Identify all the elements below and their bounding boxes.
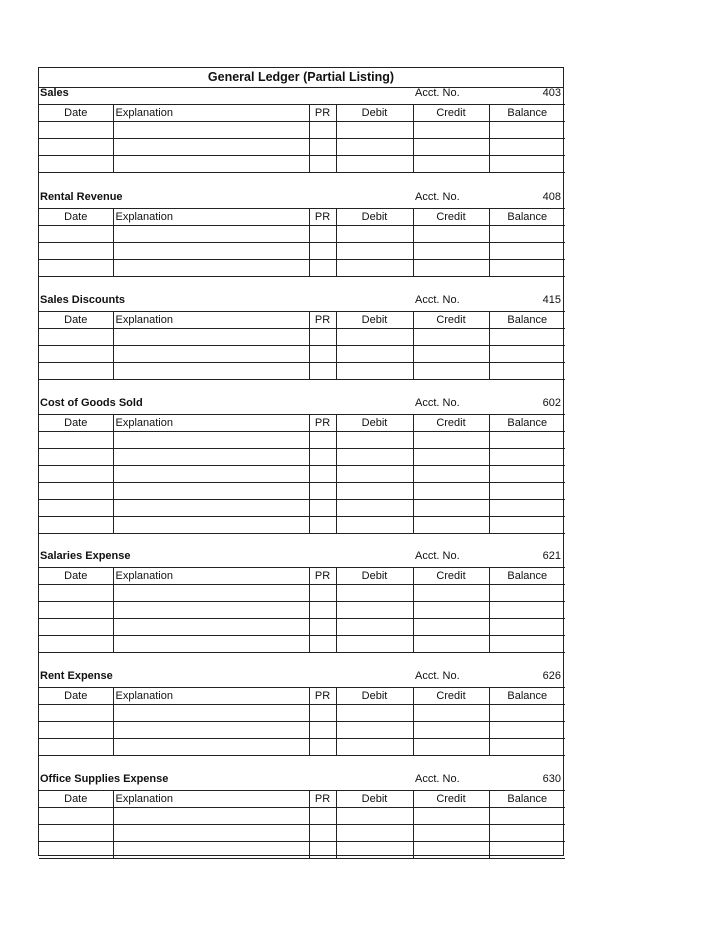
ledger-cell[interactable] bbox=[413, 739, 489, 756]
column-header: Date bbox=[39, 688, 113, 705]
ledger-cell[interactable] bbox=[309, 449, 336, 466]
ledger-cell[interactable] bbox=[413, 842, 489, 859]
ledger-cell[interactable] bbox=[113, 585, 309, 602]
column-header: PR bbox=[309, 568, 336, 585]
ledger-cell[interactable] bbox=[113, 636, 309, 653]
ledger-cell[interactable] bbox=[489, 156, 565, 173]
table-row bbox=[39, 156, 565, 173]
ledger-cell[interactable] bbox=[309, 602, 336, 619]
ledger-cell[interactable] bbox=[39, 122, 113, 139]
ledger-cell[interactable] bbox=[113, 619, 309, 636]
ledger-cell[interactable] bbox=[113, 243, 309, 260]
column-header: Date bbox=[39, 209, 113, 226]
ledger-cell[interactable] bbox=[489, 329, 565, 346]
column-header: PR bbox=[309, 415, 336, 432]
account-number-label: Acct. No. bbox=[415, 670, 460, 682]
table-row bbox=[39, 636, 565, 653]
ledger-cell[interactable] bbox=[413, 466, 489, 483]
account-number: 626 bbox=[542, 670, 561, 682]
column-header: PR bbox=[309, 312, 336, 329]
ledger-table bbox=[39, 311, 565, 380]
ledger-cell[interactable] bbox=[336, 825, 413, 842]
ledger-cell[interactable] bbox=[309, 585, 336, 602]
table-row bbox=[39, 739, 565, 756]
column-header: Credit bbox=[413, 105, 489, 122]
account-name: Sales bbox=[40, 87, 69, 99]
ledger-cell[interactable] bbox=[413, 156, 489, 173]
column-header: Credit bbox=[413, 312, 489, 329]
column-header: Explanation bbox=[113, 312, 309, 329]
ledger-cell[interactable] bbox=[39, 226, 113, 243]
table-row bbox=[39, 466, 565, 483]
table-row bbox=[39, 226, 565, 243]
ledger-cell[interactable] bbox=[413, 363, 489, 380]
ledger-cell[interactable] bbox=[336, 139, 413, 156]
ledger-cell[interactable] bbox=[336, 517, 413, 534]
ledger-cell[interactable] bbox=[39, 346, 113, 363]
ledger-cell[interactable] bbox=[336, 842, 413, 859]
table-row bbox=[39, 619, 565, 636]
ledger-cell[interactable] bbox=[489, 483, 565, 500]
ledger-cell[interactable] bbox=[39, 500, 113, 517]
ledger-cell[interactable] bbox=[39, 329, 113, 346]
ledger-cell[interactable] bbox=[336, 432, 413, 449]
ledger-cell[interactable] bbox=[413, 825, 489, 842]
column-header: Explanation bbox=[113, 568, 309, 585]
ledger-cell[interactable] bbox=[309, 483, 336, 500]
ledger-cell[interactable] bbox=[39, 722, 113, 739]
ledger-cell[interactable] bbox=[309, 619, 336, 636]
column-header: Debit bbox=[336, 791, 413, 808]
ledger-cell[interactable] bbox=[113, 432, 309, 449]
ledger-cell[interactable] bbox=[489, 139, 565, 156]
ledger-table bbox=[39, 567, 565, 653]
account-number: 408 bbox=[542, 191, 561, 203]
table-row bbox=[39, 449, 565, 466]
column-header: Balance bbox=[489, 791, 565, 808]
table-row bbox=[39, 602, 565, 619]
ledger-cell[interactable] bbox=[489, 585, 565, 602]
ledger-cell[interactable] bbox=[489, 705, 565, 722]
ledger-cell[interactable] bbox=[309, 842, 336, 859]
ledger-cell[interactable] bbox=[39, 739, 113, 756]
ledger-cell[interactable] bbox=[489, 260, 565, 277]
account-number-label: Acct. No. bbox=[415, 397, 460, 409]
column-header: Date bbox=[39, 568, 113, 585]
table-row bbox=[39, 517, 565, 534]
ledger-cell[interactable] bbox=[489, 466, 565, 483]
column-header: Credit bbox=[413, 568, 489, 585]
ledger-cell[interactable] bbox=[113, 842, 309, 859]
ledger-cell[interactable] bbox=[39, 825, 113, 842]
ledger-cell[interactable] bbox=[113, 139, 309, 156]
account-name: Rent Expense bbox=[40, 670, 113, 682]
column-header: PR bbox=[309, 688, 336, 705]
ledger-cell[interactable] bbox=[309, 517, 336, 534]
ledger-cell[interactable] bbox=[113, 825, 309, 842]
ledger-cell[interactable] bbox=[336, 260, 413, 277]
ledger-cell[interactable] bbox=[413, 722, 489, 739]
ledger-cell[interactable] bbox=[489, 122, 565, 139]
account-number-label: Acct. No. bbox=[415, 87, 460, 99]
column-header: Date bbox=[39, 105, 113, 122]
ledger-cell[interactable] bbox=[39, 602, 113, 619]
ledger-cell[interactable] bbox=[113, 808, 309, 825]
ledger-cell[interactable] bbox=[336, 602, 413, 619]
account-name: Rental Revenue bbox=[40, 191, 123, 203]
ledger-cell[interactable] bbox=[113, 363, 309, 380]
ledger-table bbox=[39, 687, 565, 756]
table-header-row bbox=[39, 209, 565, 226]
account-number-label: Acct. No. bbox=[415, 294, 460, 306]
ledger-cell[interactable] bbox=[39, 585, 113, 602]
ledger-cell[interactable] bbox=[489, 722, 565, 739]
ledger-cell[interactable] bbox=[309, 122, 336, 139]
table-row bbox=[39, 329, 565, 346]
table-row bbox=[39, 585, 565, 602]
ledger-cell[interactable] bbox=[39, 449, 113, 466]
ledger-cell[interactable] bbox=[336, 739, 413, 756]
ledger-cell[interactable] bbox=[113, 500, 309, 517]
ledger-cell[interactable] bbox=[113, 226, 309, 243]
account-number: 621 bbox=[542, 550, 561, 562]
ledger-cell[interactable] bbox=[336, 636, 413, 653]
ledger-cell[interactable] bbox=[113, 449, 309, 466]
ledger-cell[interactable] bbox=[413, 808, 489, 825]
ledger-cell[interactable] bbox=[413, 517, 489, 534]
column-header: Debit bbox=[336, 105, 413, 122]
account-number-label: Acct. No. bbox=[415, 191, 460, 203]
ledger-cell[interactable] bbox=[113, 260, 309, 277]
ledger-cell[interactable] bbox=[39, 705, 113, 722]
account-name: Office Supplies Expense bbox=[40, 773, 169, 785]
ledger-table bbox=[39, 208, 565, 277]
column-header: Debit bbox=[336, 209, 413, 226]
ledger-cell[interactable] bbox=[413, 705, 489, 722]
account-number: 403 bbox=[542, 87, 561, 99]
column-header: Date bbox=[39, 791, 113, 808]
ledger-cell[interactable] bbox=[489, 842, 565, 859]
table-row bbox=[39, 139, 565, 156]
ledger-cell[interactable] bbox=[113, 517, 309, 534]
ledger-cell[interactable] bbox=[336, 243, 413, 260]
ledger-cell[interactable] bbox=[113, 739, 309, 756]
ledger-cell[interactable] bbox=[489, 449, 565, 466]
ledger-cell[interactable] bbox=[309, 139, 336, 156]
ledger-cell[interactable] bbox=[336, 585, 413, 602]
column-header: Credit bbox=[413, 688, 489, 705]
ledger-cell[interactable] bbox=[336, 808, 413, 825]
ledger-cell[interactable] bbox=[336, 363, 413, 380]
table-row bbox=[39, 346, 565, 363]
ledger-cell[interactable] bbox=[413, 329, 489, 346]
table-header-row bbox=[39, 568, 565, 585]
table-row bbox=[39, 500, 565, 517]
ledger-cell[interactable] bbox=[39, 842, 113, 859]
ledger-cell[interactable] bbox=[113, 156, 309, 173]
ledger-cell[interactable] bbox=[309, 260, 336, 277]
ledger-cell[interactable] bbox=[113, 722, 309, 739]
column-header: Balance bbox=[489, 105, 565, 122]
ledger-cell[interactable] bbox=[413, 636, 489, 653]
ledger-cell[interactable] bbox=[39, 139, 113, 156]
column-header: PR bbox=[309, 105, 336, 122]
column-header: Date bbox=[39, 415, 113, 432]
ledger-cell[interactable] bbox=[336, 483, 413, 500]
ledger-cell[interactable] bbox=[413, 432, 489, 449]
account-name: Cost of Goods Sold bbox=[40, 397, 143, 409]
table-row bbox=[39, 432, 565, 449]
column-header: PR bbox=[309, 209, 336, 226]
ledger-cell[interactable] bbox=[413, 619, 489, 636]
ledger-cell[interactable] bbox=[336, 619, 413, 636]
ledger-cell[interactable] bbox=[336, 156, 413, 173]
ledger-cell[interactable] bbox=[309, 329, 336, 346]
ledger-cell[interactable] bbox=[413, 260, 489, 277]
ledger-cell[interactable] bbox=[309, 363, 336, 380]
account-name: Sales Discounts bbox=[40, 294, 125, 306]
column-header: Balance bbox=[489, 688, 565, 705]
ledger-cell[interactable] bbox=[413, 500, 489, 517]
ledger-cell[interactable] bbox=[113, 483, 309, 500]
ledger-cell[interactable] bbox=[336, 346, 413, 363]
ledger-cell[interactable] bbox=[489, 363, 565, 380]
column-header: Debit bbox=[336, 568, 413, 585]
column-header: Explanation bbox=[113, 688, 309, 705]
ledger-title: General Ledger (Partial Listing) bbox=[207, 70, 395, 84]
ledger-table bbox=[39, 790, 565, 859]
column-header: Balance bbox=[489, 312, 565, 329]
ledger-cell[interactable] bbox=[39, 483, 113, 500]
ledger-cell[interactable] bbox=[413, 483, 489, 500]
column-header: Credit bbox=[413, 415, 489, 432]
ledger-cell[interactable] bbox=[113, 705, 309, 722]
account-number: 630 bbox=[542, 773, 561, 785]
table-row bbox=[39, 363, 565, 380]
column-header: Explanation bbox=[113, 209, 309, 226]
table-row bbox=[39, 825, 565, 842]
ledger-cell[interactable] bbox=[309, 346, 336, 363]
ledger-cell[interactable] bbox=[336, 449, 413, 466]
ledger-cell[interactable] bbox=[489, 243, 565, 260]
column-header: Balance bbox=[489, 568, 565, 585]
ledger-cell[interactable] bbox=[489, 432, 565, 449]
table-row bbox=[39, 808, 565, 825]
ledger-cell[interactable] bbox=[309, 808, 336, 825]
ledger-cell[interactable] bbox=[113, 466, 309, 483]
column-header: Debit bbox=[336, 312, 413, 329]
ledger-cell[interactable] bbox=[39, 363, 113, 380]
ledger-cell[interactable] bbox=[39, 466, 113, 483]
table-row bbox=[39, 705, 565, 722]
table-row bbox=[39, 722, 565, 739]
column-header: Credit bbox=[413, 791, 489, 808]
ledger-cell[interactable] bbox=[489, 619, 565, 636]
column-header: Credit bbox=[413, 209, 489, 226]
ledger-cell[interactable] bbox=[489, 825, 565, 842]
column-header: Debit bbox=[336, 415, 413, 432]
column-header: PR bbox=[309, 791, 336, 808]
table-row bbox=[39, 243, 565, 260]
ledger-cell[interactable] bbox=[309, 636, 336, 653]
ledger-cell[interactable] bbox=[39, 156, 113, 173]
ledger-cell[interactable] bbox=[336, 466, 413, 483]
ledger-cell[interactable] bbox=[413, 243, 489, 260]
ledger-cell[interactable] bbox=[413, 346, 489, 363]
table-row bbox=[39, 122, 565, 139]
ledger-cell[interactable] bbox=[113, 602, 309, 619]
column-header: Explanation bbox=[113, 791, 309, 808]
ledger-cell[interactable] bbox=[113, 346, 309, 363]
column-header: Date bbox=[39, 312, 113, 329]
ledger-cell[interactable] bbox=[489, 500, 565, 517]
account-number: 602 bbox=[542, 397, 561, 409]
ledger-cell[interactable] bbox=[39, 636, 113, 653]
ledger-cell[interactable] bbox=[309, 500, 336, 517]
ledger-cell[interactable] bbox=[309, 156, 336, 173]
ledger-cell[interactable] bbox=[309, 739, 336, 756]
table-header-row bbox=[39, 415, 565, 432]
ledger-sheet bbox=[38, 67, 564, 856]
ledger-cell[interactable] bbox=[489, 517, 565, 534]
ledger-table bbox=[39, 414, 565, 534]
table-header-row bbox=[39, 688, 565, 705]
ledger-cell[interactable] bbox=[413, 122, 489, 139]
account-number: 415 bbox=[542, 294, 561, 306]
ledger-cell[interactable] bbox=[336, 226, 413, 243]
column-header: Balance bbox=[489, 209, 565, 226]
table-row bbox=[39, 842, 565, 859]
column-header: Debit bbox=[336, 688, 413, 705]
ledger-cell[interactable] bbox=[336, 329, 413, 346]
ledger-cell[interactable] bbox=[336, 122, 413, 139]
ledger-cell[interactable] bbox=[309, 705, 336, 722]
ledger-cell[interactable] bbox=[489, 226, 565, 243]
title-divider bbox=[39, 87, 563, 88]
ledger-cell[interactable] bbox=[39, 432, 113, 449]
ledger-cell[interactable] bbox=[489, 636, 565, 653]
table-row bbox=[39, 260, 565, 277]
ledger-cell[interactable] bbox=[309, 226, 336, 243]
ledger-cell[interactable] bbox=[413, 139, 489, 156]
column-header: Balance bbox=[489, 415, 565, 432]
ledger-cell[interactable] bbox=[113, 122, 309, 139]
ledger-cell[interactable] bbox=[39, 243, 113, 260]
ledger-cell[interactable] bbox=[489, 739, 565, 756]
table-header-row bbox=[39, 105, 565, 122]
ledger-cell[interactable] bbox=[336, 500, 413, 517]
ledger-cell[interactable] bbox=[309, 466, 336, 483]
ledger-cell[interactable] bbox=[413, 449, 489, 466]
account-number-label: Acct. No. bbox=[415, 550, 460, 562]
ledger-cell[interactable] bbox=[309, 243, 336, 260]
column-header: Explanation bbox=[113, 415, 309, 432]
ledger-cell[interactable] bbox=[413, 226, 489, 243]
ledger-cell[interactable] bbox=[39, 517, 113, 534]
table-header-row bbox=[39, 791, 565, 808]
ledger-cell[interactable] bbox=[489, 602, 565, 619]
ledger-cell[interactable] bbox=[336, 722, 413, 739]
table-row bbox=[39, 483, 565, 500]
ledger-cell[interactable] bbox=[489, 346, 565, 363]
ledger-table bbox=[39, 104, 565, 173]
account-name: Salaries Expense bbox=[40, 550, 131, 562]
ledger-cell[interactable] bbox=[309, 825, 336, 842]
ledger-cell[interactable] bbox=[413, 585, 489, 602]
ledger-cell[interactable] bbox=[39, 808, 113, 825]
ledger-cell[interactable] bbox=[39, 260, 113, 277]
ledger-cell[interactable] bbox=[336, 705, 413, 722]
table-header-row bbox=[39, 312, 565, 329]
ledger-cell[interactable] bbox=[309, 722, 336, 739]
ledger-cell[interactable] bbox=[489, 808, 565, 825]
ledger-cell[interactable] bbox=[113, 329, 309, 346]
column-header: Explanation bbox=[113, 105, 309, 122]
ledger-cell[interactable] bbox=[309, 432, 336, 449]
ledger-cell[interactable] bbox=[39, 619, 113, 636]
account-number-label: Acct. No. bbox=[415, 773, 460, 785]
ledger-cell[interactable] bbox=[413, 602, 489, 619]
